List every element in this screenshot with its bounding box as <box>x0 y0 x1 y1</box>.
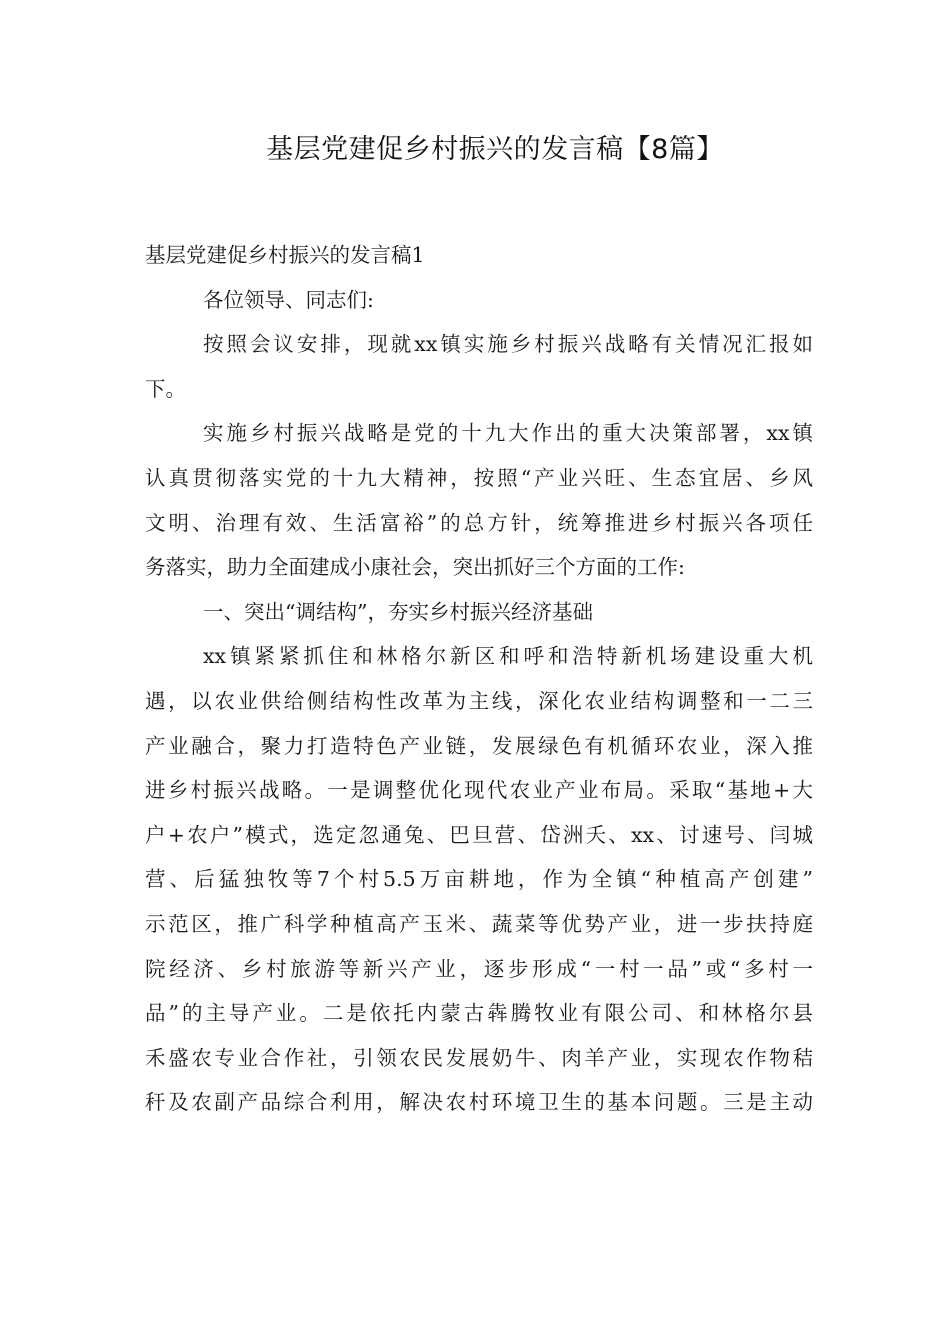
body-line: 营、后猛独牧等7个村5.5万亩耕地，作为全镇“种植高产创建” <box>145 867 813 892</box>
body-line: 一、突出“调结构”，夯实乡村振兴经济基础 <box>203 599 593 624</box>
body-line: 下。 <box>145 376 186 401</box>
body-line: 务落实，助力全面建成小康社会，突出抓好三个方面的工作: <box>145 555 685 580</box>
document-title: 基层党建促乡村振兴的发言稿【8篇】 <box>266 134 724 165</box>
body-line: 遇，以农业供给侧结构性改革为主线，深化农业结构调整和一二三 <box>145 688 813 713</box>
body-line: 产业融合，聚力打造特色产业链，发展绿色有机循环农业，深入推 <box>145 733 813 758</box>
body-line: xx镇紧紧抓住和林格尔新区和呼和浩特新机场建设重大机 <box>203 644 813 669</box>
body-line: 实施乡村振兴战略是党的十九大作出的重大决策部署，xx镇 <box>203 421 813 446</box>
body-line: 秆及农副产品综合利用，解决农村环境卫生的基本问题。三是主动 <box>145 1090 813 1115</box>
section-heading: 基层党建促乡村振兴的发言稿1 <box>145 243 425 267</box>
body-line: 禾盛农专业合作社，引领农民发展奶牛、肉羊产业，实现农作物秸 <box>145 1045 813 1070</box>
document-body <box>145 233 813 1125</box>
body-line: 文明、治理有效、生活富裕”的总方针，统筹推进乡村振兴各项任 <box>145 510 813 535</box>
body-line: 示范区，推广科学种植高产玉米、蔬菜等优势产业，进一步扶持庭 <box>145 911 813 936</box>
body-line: 认真贯彻落实党的十九大精神，按照“产业兴旺、生态宜居、乡风 <box>145 465 813 490</box>
body-line: 户+农户”模式，选定忽通兔、巴旦营、岱洲夭、xx、讨速号、闫城 <box>145 822 813 847</box>
body-line: 品”的主导产业。二是依托内蒙古犇腾牧业有限公司、和林格尔县 <box>145 1001 813 1026</box>
body-line: 院经济、乡村旅游等新兴产业，逐步形成“一村一品”或“多村一 <box>145 956 813 981</box>
body-line: 按照会议安排，现就xx镇实施乡村振兴战略有关情况汇报如 <box>203 332 813 357</box>
body-line: 各位领导、同志们: <box>203 287 374 312</box>
body-line: 进乡村振兴战略。一是调整优化现代农业产业布局。采取“基地+大 <box>145 778 813 803</box>
